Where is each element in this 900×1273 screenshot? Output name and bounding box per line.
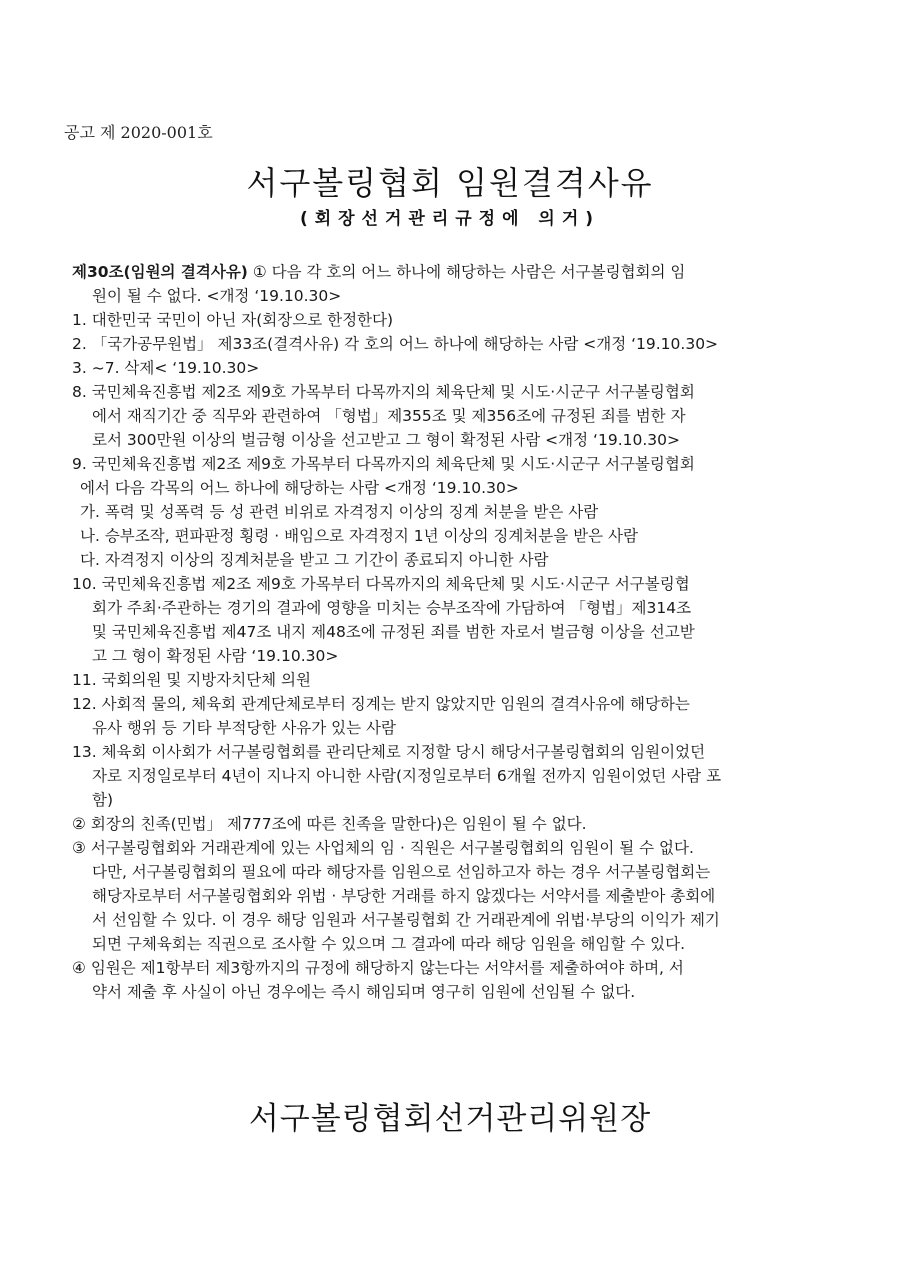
page-subtitle: (회장선거관리규정에 의거)	[299, 209, 601, 229]
list-subitem-na: 나. 승부조작, 편파판정 횡령 · 배임으로 자격정지 1년 이상의 징계처분을 받은 사람	[80, 527, 638, 545]
list-item-10-cont: 및 국민체육진흥법 제47조 내지 제48조에 규정된 죄를 범한 자로서 벌금형 이상을 선고받	[92, 623, 695, 641]
list-item-10: 10. 국민체육진흥법 제2조 제9호 가목부터 다목까지의 체육단체 및 시도·시군구 서구볼링협	[72, 575, 690, 593]
list-item-12-cont: 유사 행위 등 기타 부적당한 사유가 있는 사람	[92, 719, 397, 737]
list-item-3: 3. ~7. 삭제< ‘19.10.30>	[72, 359, 260, 377]
list-item-13: 13. 체육회 이사회가 서구볼링협회를 관리단체로 지정할 당시 해당서구볼링협회의 임원이었던	[72, 743, 706, 761]
list-item-1: 1. 대한민국 국민이 아닌 자(회장으로 한정한다)	[72, 311, 394, 329]
list-item-13-cont: 함)	[92, 791, 114, 809]
list-item-12: 12. 사회적 물의, 체육회 관계단체로부터 징계는 받지 않았지만 임원의 결격사유에 해당하는	[72, 695, 690, 713]
article-clause-1: ① 다음 각 호의 어느 하나에 해당하는 사람은 서구볼링협회의 임	[247, 263, 686, 281]
notice-number: 공고 제 2020-001호	[64, 123, 213, 142]
signature-title: 서구볼링협회선거관리위원장	[248, 1101, 652, 1137]
article-first-line	[72, 260, 848, 284]
list-item-8-cont: 에서 재직기간 중 직무와 관련하여 「형법」제355조 및 제356조에 규정된 죄를 범한 자	[92, 407, 686, 425]
clause-3-cont: 다만, 서구볼링협회의 필요에 따라 해당자를 임원으로 선임하고자 하는 경우 서구볼링협회는	[92, 863, 711, 881]
clause-4-cont: 약서 제출 후 사실이 아닌 경우에는 즉시 해임되며 영구히 임원에 선임될 수 없다.	[92, 983, 636, 1001]
page-title: 서구볼링협회 임원결격사유	[246, 164, 654, 202]
clause-3-cont: 서 선임할 수 있다. 이 경우 해당 임원과 서구볼링협회 간 거래관계에 위법·부당의 이익가 제기	[92, 911, 720, 929]
list-item-9-cont: 에서 다음 각목의 어느 하나에 해당하는 사람 <개정 ‘19.10.30>	[80, 479, 519, 497]
list-item-10-cont: 고 그 형이 확정된 사람 ‘19.10.30>	[92, 647, 339, 665]
list-subitem-ga: 가. 폭력 및 성폭력 등 성 관련 비위로 자격정지 이상의 징계 처분을 받은 사람	[80, 503, 599, 521]
article-heading: 제30조(임원의 결격사유)	[72, 263, 248, 281]
clause-3-cont: 해당자로부터 서구볼링협회와 위법 · 부당한 거래를 하지 않겠다는 서약서를 제출받아 총회에	[92, 887, 716, 905]
list-item-8: 8. 국민체육진흥법 제2조 제9호 가목부터 다목까지의 체육단체 및 시도·시군구 서구볼링협회	[72, 383, 695, 401]
list-item-10-cont: 회가 주최·주관하는 경기의 결과에 영향을 미치는 승부조작에 가담하여 「형법」제314조	[92, 599, 692, 617]
article-body	[72, 260, 848, 1004]
list-item-8-cont: 로서 300만원 이상의 벌금형 이상을 선고받고 그 형이 확정된 사람 <개정 ‘19.10.30>	[92, 431, 680, 449]
clause-2: ② 회장의 친족(민법」 제777조에 따른 친족을 말한다)은 임원이 될 수 없다.	[72, 815, 587, 833]
article-line: 원이 될 수 없다. <개정 ‘19.10.30>	[92, 287, 342, 305]
list-subitem-da: 다. 자격정지 이상의 징계처분을 받고 그 기간이 종료되지 아니한 사람	[80, 551, 549, 569]
list-item-11: 11. 국회의원 및 지방자치단체 의원	[72, 671, 312, 689]
clause-3-cont: 되면 구체육회는 직권으로 조사할 수 있으며 그 결과에 따라 해당 임원을 해임할 수 있다.	[92, 935, 686, 953]
list-item-13-cont: 자로 지정일로부터 4년이 지나지 아니한 사람(지정일로부터 6개월 전까지 임원이었던 사람 포	[92, 767, 722, 785]
clause-3: ③ 서구볼링협회와 거래관계에 있는 사업체의 임 · 직원은 서구볼링협회의 임원이 될 수 없다.	[72, 839, 694, 857]
list-item-9: 9. 국민체육진흥법 제2조 제9호 가목부터 다목까지의 체육단체 및 시도·시군구 서구볼링협회	[72, 455, 695, 473]
clause-4: ④ 임원은 제1항부터 제3항까지의 규정에 해당하지 않는다는 서약서를 제출하여야 하며, 서	[72, 959, 684, 977]
list-item-2: 2. 「국가공무원법」 제33조(결격사유) 각 호의 어느 하나에 해당하는 사람 <개정 ‘19.10.30>	[72, 335, 719, 353]
